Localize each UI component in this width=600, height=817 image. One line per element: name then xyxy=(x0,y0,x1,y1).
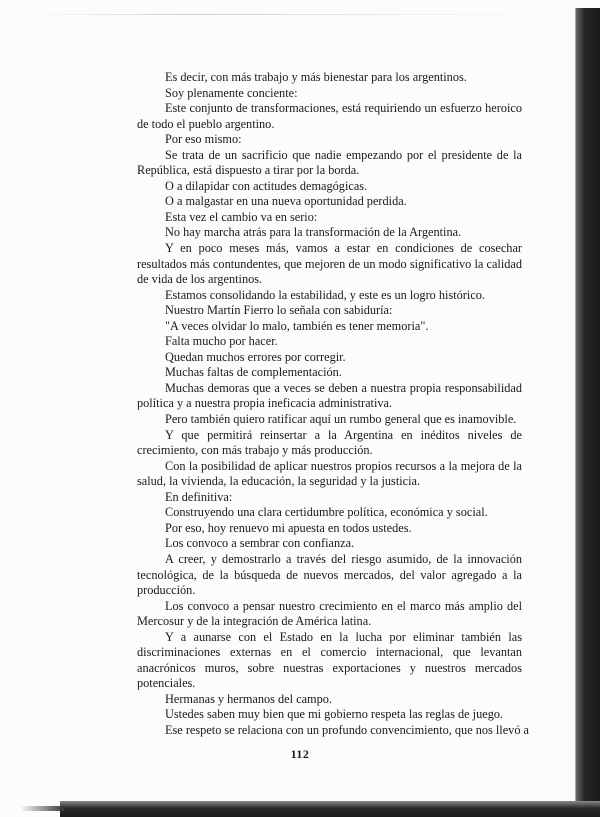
paragraph xyxy=(137,599,522,630)
text-line: Y en poco meses más, vamos a estar en condiciones de cosechar xyxy=(165,241,522,256)
text-line: Por eso, hoy renuevo mi apuesta en todos ustedes. xyxy=(165,520,412,535)
text-line: Muchas demoras que a veces se deben a nuestra propia responsabilidad xyxy=(165,380,522,395)
paragraph xyxy=(137,70,522,86)
text-line: Los convoco a pensar nuestro crecimiento en el marco más amplio del xyxy=(165,598,522,613)
text-line: Por eso mismo: xyxy=(165,132,242,147)
text-line: No hay marcha atrás para la transformación de la Argentina. xyxy=(165,225,462,240)
text-line: Los convoco a sembrar con confianza. xyxy=(165,536,355,551)
paragraph xyxy=(137,194,522,210)
text-line: tecnológica, de la búsqueda de nuevos mercados, del valor agregado a la xyxy=(137,567,522,582)
text-line: "A veces olvidar lo malo, también es tener memoria". xyxy=(165,318,429,333)
text-line: Ustedes saben muy bien que mi gobierno respeta las reglas de juego. xyxy=(165,707,504,722)
text-line: En definitiva: xyxy=(165,489,233,504)
text-line: Quedan muchos errores por corregir. xyxy=(165,349,346,364)
paragraph xyxy=(137,350,522,366)
text-line: Ese respeto se relaciona con un profundo convencimiento, que nos llevó a xyxy=(165,722,530,737)
paragraph xyxy=(137,505,522,521)
text-line: política y a nuestra propia ineficacia administrativa. xyxy=(137,396,393,411)
text-line: República, está dispuesto a tirar por la borda. xyxy=(137,163,360,178)
paragraph xyxy=(137,319,522,335)
text-line: Y a aunarse con el Estado en la lucha por eliminar también las xyxy=(165,629,522,644)
text-line: discriminaciones externas en el comercio internacional, que levantan xyxy=(137,645,522,660)
paragraph xyxy=(137,692,522,708)
paragraph xyxy=(137,630,522,692)
text-line: Mercosur y de la integración de América latina. xyxy=(137,614,372,629)
text-line: Se trata de un sacrificio que nadie empezando por el presidente de la xyxy=(165,147,522,162)
paragraph xyxy=(137,552,522,599)
text-line: A creer, y demostrarlo a través del riesgo asumido, de la innovación xyxy=(165,551,522,566)
text-line: O a dilapidar con actitudes demagógicas. xyxy=(165,178,368,193)
paragraph xyxy=(137,241,522,288)
text-line: Es decir, con más trabajo y más bienestar para los argentinos. xyxy=(165,70,467,84)
paragraph xyxy=(137,707,522,723)
paragraph xyxy=(137,148,522,179)
text-line: Soy plenamente conciente: xyxy=(165,85,298,100)
paragraph xyxy=(137,521,522,537)
text-line: Con la posibilidad de aplicar nuestros propios recursos a la mejora de la xyxy=(165,458,522,473)
text-line: crecimiento, con más trabajo y más producción. xyxy=(137,443,373,458)
text-line: Hermanas y hermanos del campo. xyxy=(165,691,332,706)
scan-edge-bottom xyxy=(60,801,600,817)
text-line: Nuestro Martín Fierro lo señala con sabiduría: xyxy=(165,303,393,318)
page-number: 112 xyxy=(290,747,310,761)
text-line: Muchas faltas de complementación. xyxy=(165,365,342,380)
paragraph xyxy=(137,86,522,102)
paragraph xyxy=(137,101,522,132)
paragraph xyxy=(137,536,522,552)
text-line: salud, la vivienda, la educación, la seguridad y la justicia. xyxy=(137,474,421,489)
paragraph xyxy=(137,412,522,428)
paragraph xyxy=(137,210,522,226)
text-line: Esta vez el cambio va en serio: xyxy=(165,209,318,224)
paragraph xyxy=(137,381,522,412)
text-line: de todo el pueblo argentino. xyxy=(137,116,275,131)
text-line: Construyendo una clara certidumbre política, económica y social. xyxy=(165,505,488,520)
text-line: Estamos consolidando la estabilidad, y este es un logro histórico. xyxy=(165,287,486,302)
text-line: Falta mucho por hacer. xyxy=(165,334,278,349)
speech-text xyxy=(137,70,530,739)
scan-edge-top xyxy=(30,14,570,15)
scan-edge-right xyxy=(576,8,600,816)
paragraph xyxy=(137,428,522,459)
paragraph xyxy=(137,365,522,381)
text-line: Pero también quiero ratificar aquí un rumbo general que es inamovible. xyxy=(165,412,517,427)
paragraph xyxy=(137,288,522,304)
text-line: potenciales. xyxy=(137,676,196,691)
text-line: Este conjunto de transformaciones, está requiriendo un esfuerzo heroico xyxy=(165,101,522,116)
text-line: Y que permitirá reinsertar a la Argentina en inéditos niveles de xyxy=(165,427,522,442)
paragraph xyxy=(137,722,530,739)
paragraph xyxy=(137,334,522,350)
text-line: resultados más contundentes, que mejoren de un modo significativo la calidad xyxy=(137,256,522,271)
text-line: O a malgastar en una nueva oportunidad perdida. xyxy=(165,194,407,209)
paragraph xyxy=(137,225,522,241)
paragraph xyxy=(137,303,522,319)
scan-edge-bottom-left xyxy=(20,806,64,811)
paragraph xyxy=(137,132,522,148)
paragraph xyxy=(137,459,522,490)
paragraph xyxy=(137,179,522,195)
text-line: anacrónicos muros, sobre nuestras exportaciones y nuestros mercados xyxy=(137,660,522,675)
text-line: producción. xyxy=(137,583,196,598)
paragraph xyxy=(137,490,522,506)
text-line: de vida de los argentinos. xyxy=(137,272,263,287)
